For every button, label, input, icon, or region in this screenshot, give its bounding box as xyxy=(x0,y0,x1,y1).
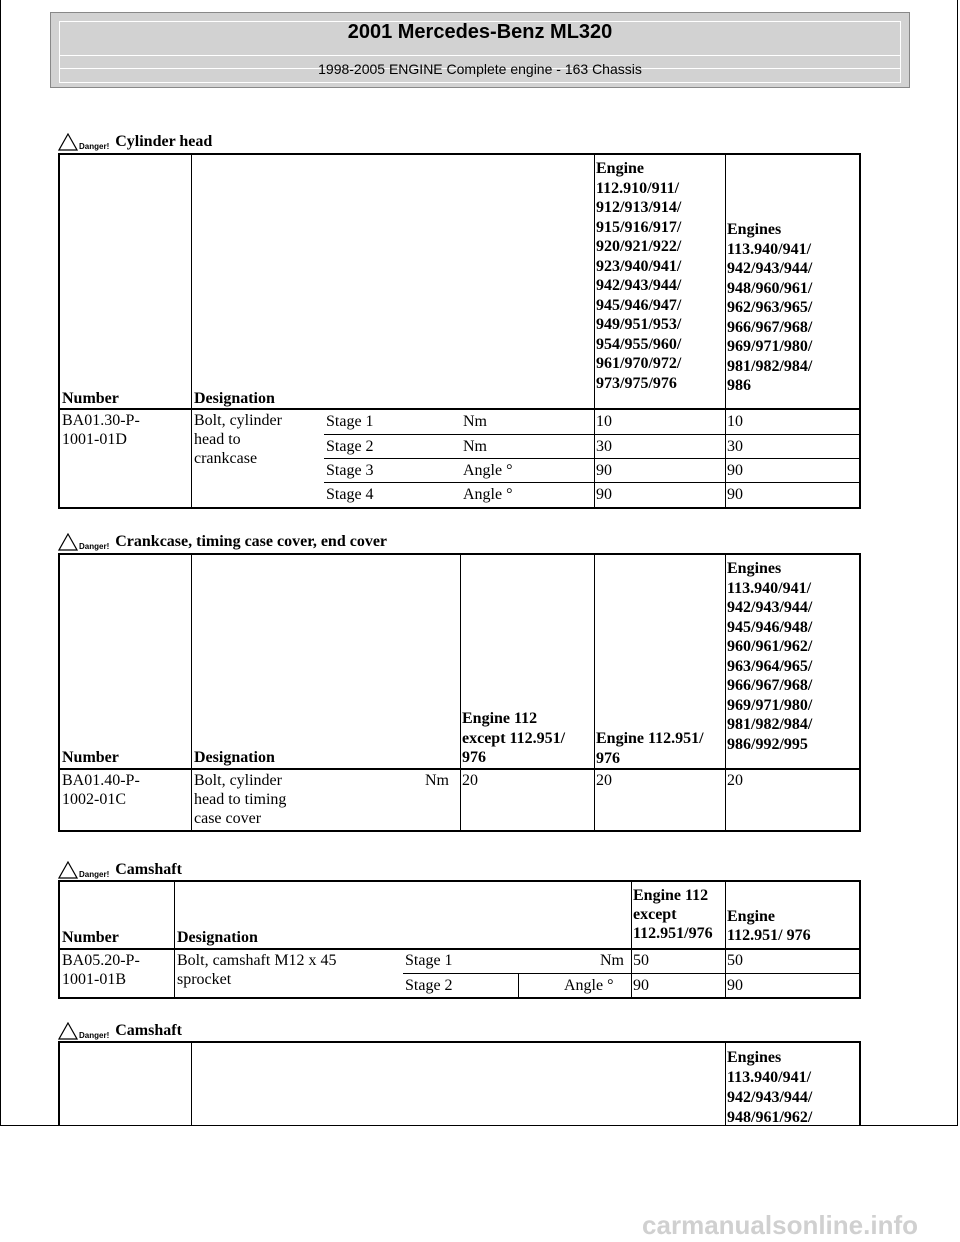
stage-value-b: 30 xyxy=(727,438,743,455)
col-header-number: Number xyxy=(62,929,119,946)
stage-value-a: 90 xyxy=(596,462,612,479)
col-header-engines-113: Engines 113.940/941/ 942/943/944/ 948/961/962/ xyxy=(727,1049,813,1126)
section-title-camshaft-2 xyxy=(58,1022,182,1040)
danger-icon xyxy=(58,1022,109,1040)
document-subtitle: 1998-2005 ENGINE Complete engine - 163 Chassis xyxy=(318,61,642,77)
stage-label: Stage 2 xyxy=(405,977,453,994)
row-designation: Bolt, camshaft M12 x 45 sprocket xyxy=(177,952,337,988)
stage-value-a: 50 xyxy=(633,952,649,969)
col-header-engine-112: Engine 112.910/911/ 912/913/914/ 915/916/917/ 920/921/922/ 923/940/941/ 942/943/944/ 945/946/947/ 949/951/953/ 954/955/960/ 961/970/972/ 973/975/976 xyxy=(596,160,682,392)
row-value-a: 20 xyxy=(462,772,478,789)
col-header-engines-113: Engines 113.940/941/ 942/943/944/ 948/960/961/ 962/963/965/ 966/967/968/ 969/971/980/ 981/982/984/ 986 xyxy=(727,221,813,394)
document-title: 2001 Mercedes-Benz ML320 xyxy=(347,21,613,43)
stage-label: Stage 3 xyxy=(326,462,374,479)
stage-value-a: 10 xyxy=(596,413,612,430)
section-title-text: Camshaft xyxy=(115,861,182,878)
stage-value-a: 90 xyxy=(633,977,649,994)
stage-unit: Nm xyxy=(463,438,487,455)
stage-unit: Nm xyxy=(463,413,487,430)
row-value-c: 20 xyxy=(727,772,743,789)
stage-value-b: 90 xyxy=(727,486,743,503)
table-cylinder-head xyxy=(58,153,861,509)
col-header-designation: Designation xyxy=(194,390,275,407)
section-title-text: Cylinder head xyxy=(115,133,213,150)
danger-label: Danger! xyxy=(79,1031,110,1040)
col-header-engine-112-except: Engine 112 except 112.951/976 xyxy=(633,887,713,942)
table-camshaft xyxy=(58,880,861,999)
section-title-cylinder-head xyxy=(58,133,212,151)
stage-label: Stage 2 xyxy=(326,438,374,455)
col-header-designation: Designation xyxy=(194,749,275,766)
row-designation: Bolt, cylinder head to timing case cover xyxy=(194,772,287,827)
col-header-designation: Designation xyxy=(177,929,258,946)
stage-value-b: 10 xyxy=(727,413,743,430)
row-number: BA05.20-P- 1001-01B xyxy=(62,952,140,988)
col-header-number: Number xyxy=(62,749,119,766)
stage-label: Stage 4 xyxy=(326,486,374,503)
stage-value-b: 90 xyxy=(727,977,743,994)
section-title-camshaft xyxy=(58,861,182,879)
section-title-text: Camshaft xyxy=(115,1022,182,1039)
section-title-text: Crankcase, timing case cover, end cover xyxy=(115,533,388,550)
row-designation: Bolt, cylinder head to crankcase xyxy=(194,412,282,467)
row-number: BA01.30-P- 1001-01D xyxy=(62,412,140,448)
danger-label: Danger! xyxy=(79,142,110,151)
document-header xyxy=(50,12,910,88)
stage-value-b: 50 xyxy=(727,952,743,969)
col-header-number: Number xyxy=(62,390,119,407)
row-value-b: 20 xyxy=(596,772,612,789)
stage-value-a: 30 xyxy=(596,438,612,455)
danger-icon xyxy=(58,861,109,879)
row-unit: Nm xyxy=(425,772,449,789)
danger-icon xyxy=(58,533,109,551)
danger-icon xyxy=(58,133,109,151)
stage-value-a: 90 xyxy=(596,486,612,503)
section-title-crankcase xyxy=(58,533,387,551)
col-header-engine-112-951: Engine 112.951/ 976 xyxy=(727,908,811,944)
stage-unit: Angle ° xyxy=(564,977,614,994)
stage-unit: Angle ° xyxy=(463,486,513,503)
col-header-engine-112-951: Engine 112.951/ 976 xyxy=(596,730,704,767)
stage-label: Stage 1 xyxy=(326,413,374,430)
table-camshaft-2 xyxy=(58,1041,861,1131)
col-header-engines-113: Engines 113.940/941/ 942/943/944/ 945/946/948/ 960/961/962/ 963/964/965/ 966/967/968/ 969/971/980/ 981/982/984/ 986/992/995 xyxy=(727,560,813,753)
table-crankcase xyxy=(58,553,861,832)
stage-label: Stage 1 xyxy=(405,952,453,969)
col-header-engine-112-except: Engine 112 except 112.951/ 976 xyxy=(462,710,566,766)
stage-unit: Angle ° xyxy=(463,462,513,479)
danger-label: Danger! xyxy=(79,542,110,551)
row-number: BA01.40-P- 1002-01C xyxy=(62,772,140,808)
stage-value-b: 90 xyxy=(727,462,743,479)
stage-unit: Nm xyxy=(600,952,624,969)
danger-label: Danger! xyxy=(79,870,110,879)
